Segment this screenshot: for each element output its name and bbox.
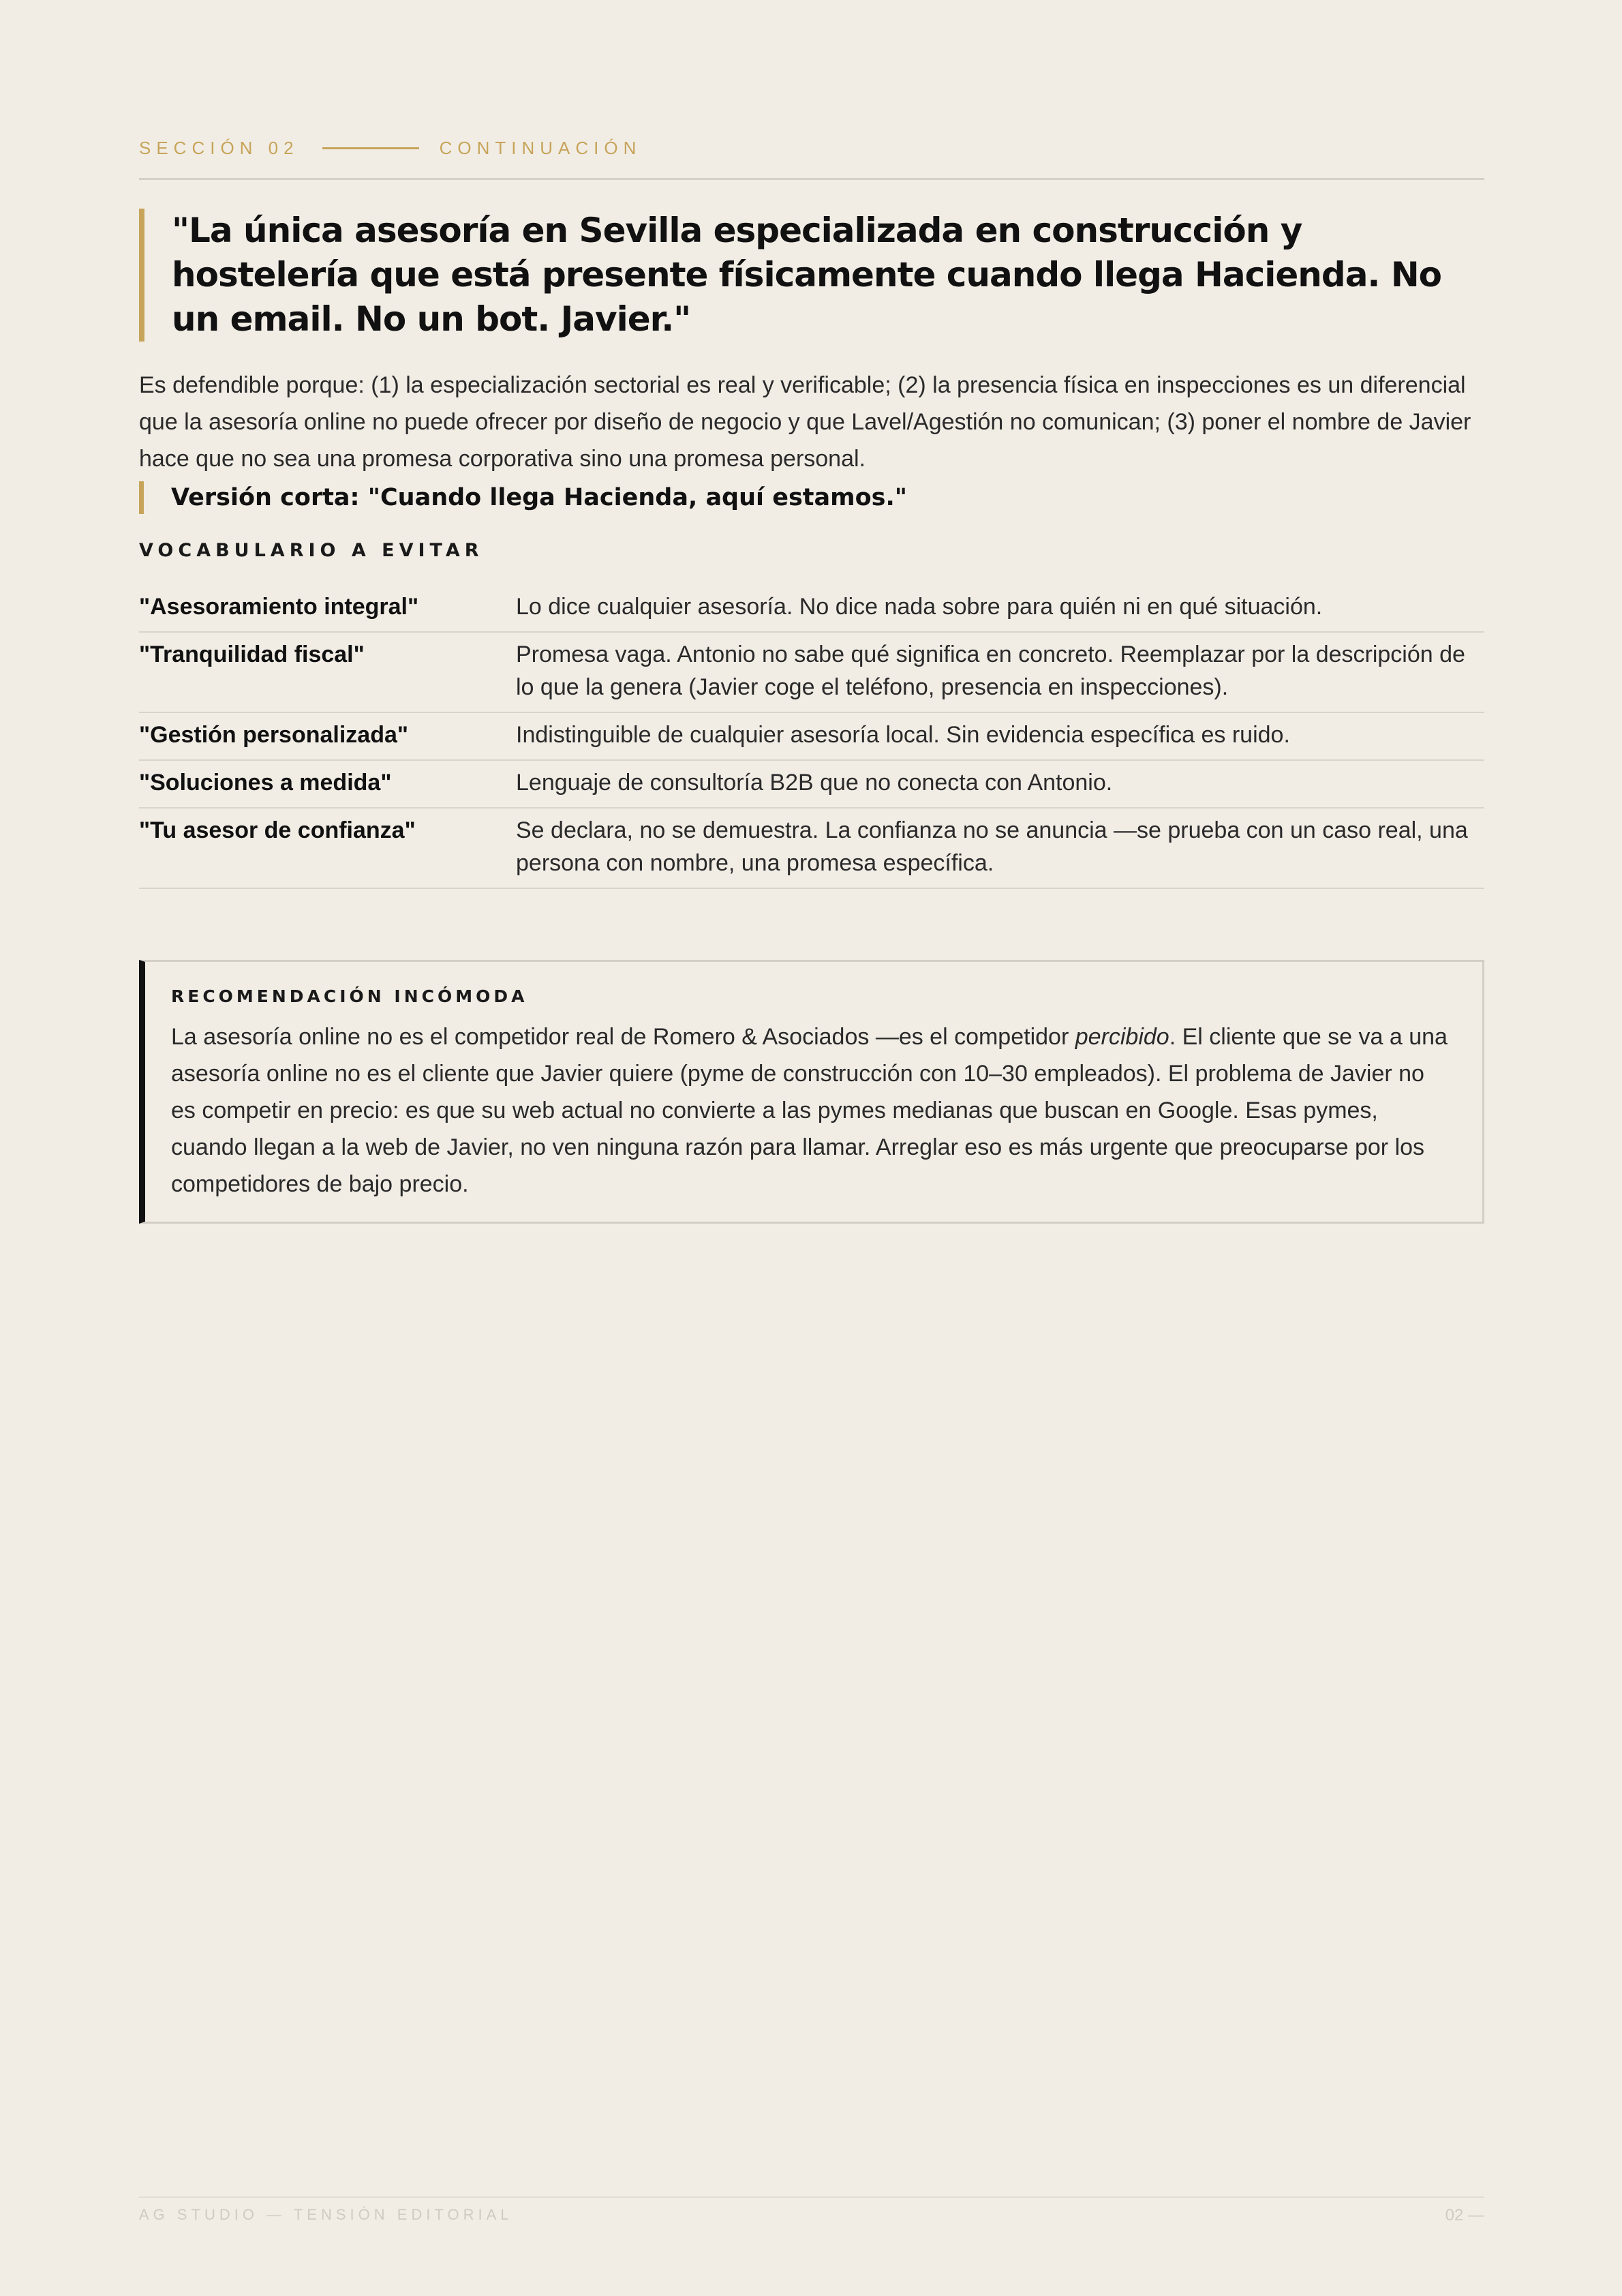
vocabulary-description: Se declara, no se demuestra. La confianza no se anuncia —se prueba con un caso real, una persona con nombre, una promesa específica. bbox=[516, 817, 1468, 876]
vocabulary-row bbox=[139, 713, 1484, 761]
vocabulary-term: "Gestión personalizada" bbox=[139, 722, 409, 748]
short-version-quote: Versión corta: "Cuando llega Hacienda, aquí estamos." bbox=[139, 481, 1484, 514]
callout-text-after: . El cliente que se va a una asesoría online no es el cliente que Javier quiere (pyme de construcción con 10–30 empleados). El problema de Javier no es competir en precio: es que su web actual no convierte a las pymes medianas que buscan en Google. Esas pymes, cuando llegan a la web de Javier, no ven ninguna razón para llamar. Arreglar eso es más urgente que preocuparse por los competidores de bajo precio. bbox=[171, 1024, 1448, 1197]
vocabulary-description: Indistinguible de cualquier asesoría local. Sin evidencia específica es ruido. bbox=[516, 722, 1290, 748]
vocabulary-row bbox=[139, 809, 1484, 889]
vocabulary-description: Lo dice cualquier asesoría. No dice nada sobre para quién ni en qué situación. bbox=[516, 594, 1323, 620]
vocabulary-description: Lenguaje de consultoría B2B que no conecta con Antonio. bbox=[516, 770, 1113, 796]
page-number: 02 — bbox=[1445, 2206, 1484, 2224]
section-header bbox=[139, 138, 1484, 159]
vocabulary-heading: VOCABULARIO A EVITAR bbox=[139, 540, 484, 561]
header-rule bbox=[322, 147, 419, 149]
vocabulary-description: Promesa vaga. Antonio no sabe qué significa en concreto. Reemplazar por la descripción de lo que la genera (Javier coge el teléfono, presencia en inspecciones). bbox=[516, 641, 1465, 700]
vocabulary-row bbox=[139, 633, 1484, 713]
footer-rule bbox=[139, 2196, 1484, 2198]
callout-title: RECOMENDACIÓN INCÓMODA bbox=[171, 986, 528, 1006]
callout-emphasis: percibido bbox=[1075, 1024, 1169, 1050]
pull-quote: "La única asesoría en Sevilla especializada en construcción y hostelería que está presente físicamente cuando llega Hacienda. No un email. No un bot. Javier." bbox=[139, 209, 1484, 342]
vocabulary-table bbox=[139, 585, 1484, 889]
vocabulary-row bbox=[139, 585, 1484, 633]
vocabulary-term: "Soluciones a medida" bbox=[139, 770, 392, 796]
vocabulary-row bbox=[139, 761, 1484, 809]
vocabulary-term: "Tu asesor de confianza" bbox=[139, 817, 416, 843]
body-paragraph: Es defendible porque: (1) la especialización sectorial es real y verificable; (2) la presencia física en inspecciones es un diferencial que la asesoría online no puede ofrecer por diseño de negocio y que Lavel/Agestión no comunican; (3) poner el nombre de Javier hace que no sea una promesa corporativa sino una promesa personal. bbox=[139, 372, 1471, 472]
callout-text-before: La asesoría online no es el competidor real de Romero & Asociados —es el competidor bbox=[171, 1024, 1075, 1050]
vocabulary-term: "Tranquilidad fiscal" bbox=[139, 641, 365, 667]
vocabulary-term: "Asesoramiento integral" bbox=[139, 594, 419, 620]
footer-brand: AG STUDIO — TENSIÓN EDITORIAL bbox=[139, 2206, 513, 2223]
callout-text bbox=[171, 1018, 1455, 1203]
recommendation-callout bbox=[139, 960, 1484, 1224]
section-label: SECCIÓN 02 bbox=[139, 138, 299, 158]
header-divider bbox=[139, 178, 1484, 180]
continuation-label: CONTINUACIÓN bbox=[439, 138, 642, 158]
